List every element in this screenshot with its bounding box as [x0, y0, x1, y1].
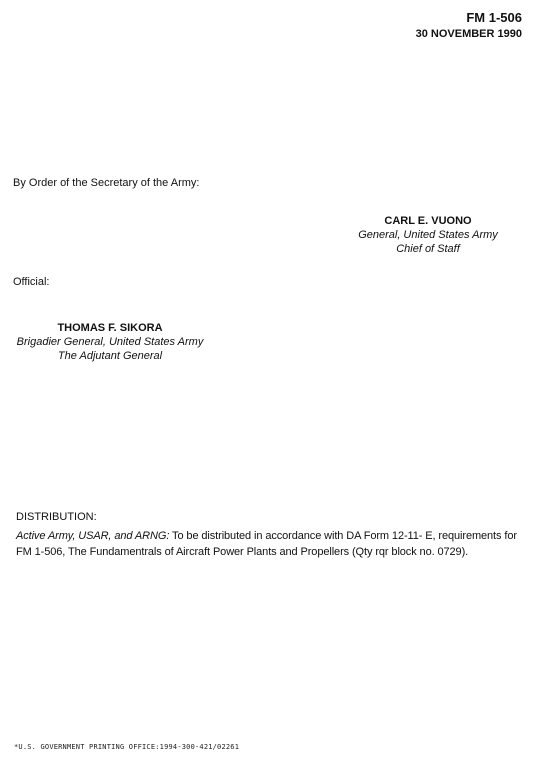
- chief-of-staff-signature-block: [330, 214, 526, 256]
- adjutant-title-line1: Brigadier General, United States Army: [16, 336, 204, 348]
- distribution-body: To be distributed in accordance with DA Form 12-11- E, requirements for FM 1-506, The Fundamentrals of Aircraft Power Plants and Propellers (Qty rqr block no. 0729).: [16, 530, 517, 558]
- chief-name: CARL E. VUONO: [384, 215, 472, 227]
- chief-title-line1: General, United States Army: [358, 229, 498, 241]
- distribution-text: [16, 528, 534, 560]
- order-line: By Order of the Secretary of the Army:: [13, 177, 200, 189]
- document-number: FM 1-506: [466, 10, 522, 25]
- adjutant-name: THOMAS F. SIKORA: [57, 322, 163, 334]
- adjutant-title-line2: The Adjutant General: [57, 350, 163, 362]
- printing-office-imprint: *U.S. GOVERNMENT PRINTING OFFICE:1994-300-421/02261: [14, 743, 240, 751]
- official-label: Official:: [13, 276, 50, 288]
- chief-title-line2: Chief of Staff: [396, 243, 460, 255]
- distribution-lead: Active Army, USAR, and ARNG:: [16, 530, 170, 542]
- distribution-heading: DISTRIBUTION:: [16, 511, 97, 523]
- adjutant-general-signature-block: [6, 321, 214, 363]
- document-date: 30 NOVEMBER 1990: [415, 28, 522, 40]
